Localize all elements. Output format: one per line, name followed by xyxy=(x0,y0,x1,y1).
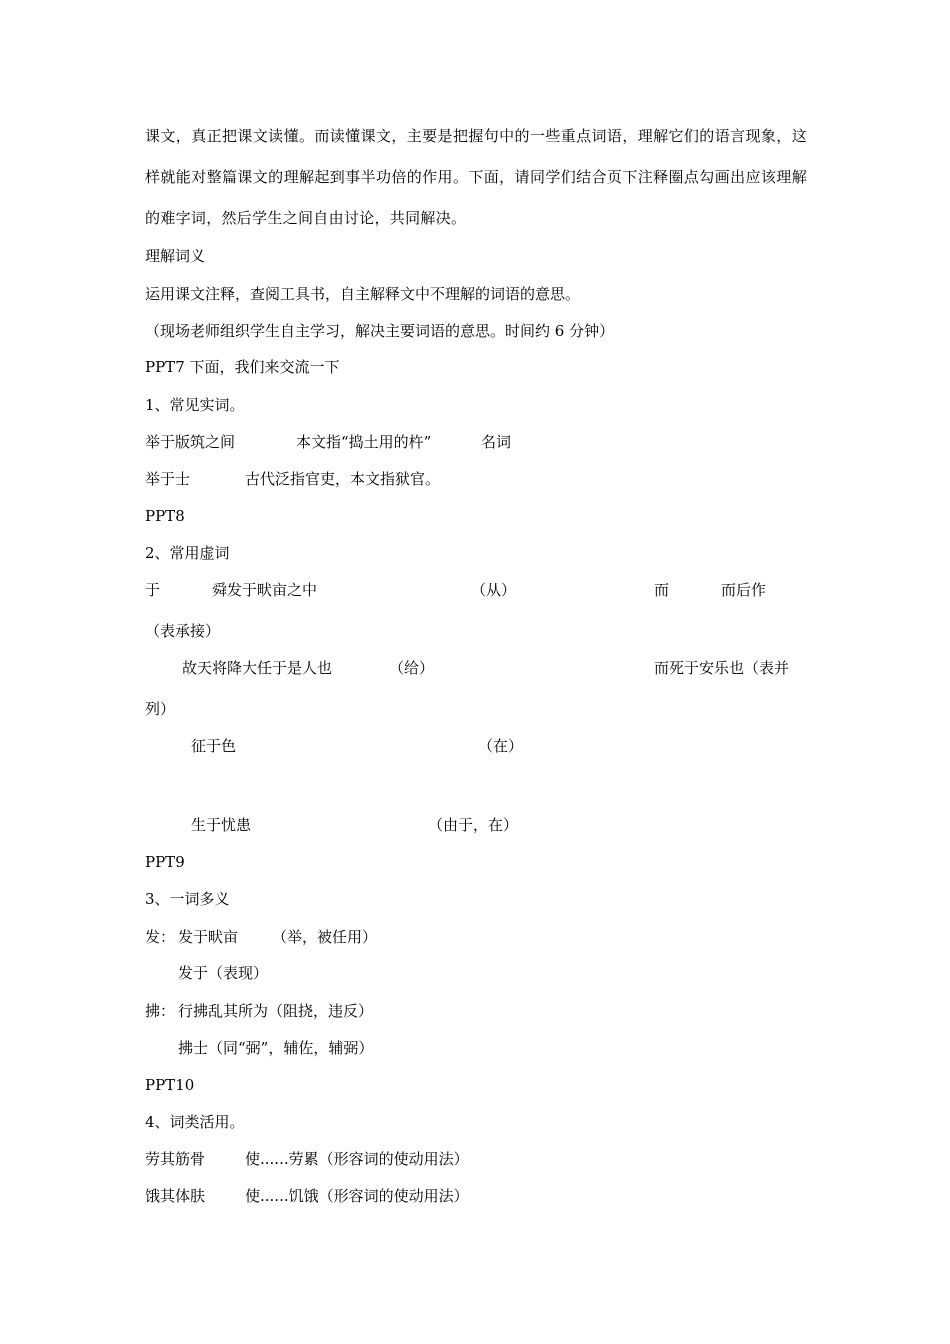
section3-fa2: 发于（表现） xyxy=(178,964,269,982)
teacher-note: （现场老师组织学生自主学习，解决主要词语的意思。时间约 6 分钟） xyxy=(145,322,615,340)
section3-fu2: 拂士（同“弼”，辅佐，辅弼） xyxy=(178,1039,374,1057)
section2-yu2-example: 故天将降大任于是人也 xyxy=(182,659,333,677)
ppt9-line: PPT9 xyxy=(145,853,185,871)
section1-row1-pos: 名词 xyxy=(481,433,512,451)
section2-er1: 而后作 xyxy=(721,581,767,599)
section2-yu4-meaning: （由于，在） xyxy=(428,816,519,834)
section1-title: 1、常见实词。 xyxy=(145,396,245,414)
section4-row1-meaning: 使......劳累（形容词的使动用法） xyxy=(245,1150,469,1168)
section2-yu-label: 于 xyxy=(145,581,161,599)
section2-yu4-example: 生于忧患 xyxy=(191,816,252,834)
section4-title: 4、词类活用。 xyxy=(145,1113,245,1131)
ppt8-line: PPT8 xyxy=(145,507,185,525)
section2-er2: 而死于安乐也（表并 xyxy=(654,659,790,677)
section2-yu2-meaning: （给） xyxy=(389,659,435,677)
section1-row2-term: 举于士 xyxy=(145,470,191,488)
section4-row2-meaning: 使......饥饿（形容词的使动用法） xyxy=(245,1187,469,1205)
section3-fa-label: 发： xyxy=(145,928,176,946)
section2-er-label: 而 xyxy=(654,581,670,599)
section1-row1-term: 举于版筑之间 xyxy=(145,433,236,451)
section1-row1-meaning: 本文指“捣土用的杵” xyxy=(296,433,432,451)
section3-fu-label: 拂： xyxy=(145,1002,176,1020)
ppt10-line: PPT10 xyxy=(145,1076,195,1094)
intro-paragraph: 课文，真正把课文读懂。而读懂课文，主要是把握句中的一些重点词语，理解它们的语言现象，这样就能对整篇课文的理解起到事半功倍的作用。下面，请同学们结合页下注释圈点勾画出应该理解的难字词，然后学生之间自由讨论，共同解决。 xyxy=(145,127,807,227)
section2-er2-cont: 列） xyxy=(145,700,176,718)
section3-fu1: 行拂乱其所为（阻挠，违反） xyxy=(178,1002,374,1020)
ppt7-line: PPT7 下面，我们来交流一下 xyxy=(145,358,340,376)
section1-row2-meaning: 古代泛指官吏，本文指狱官。 xyxy=(245,470,441,488)
section2-yu3-meaning: （在） xyxy=(478,737,524,755)
instruction-text: 运用课文注释，查阅工具书，自主解释文中不理解的词语的意思。 xyxy=(145,285,581,303)
heading-word-meaning: 理解词义 xyxy=(145,247,206,265)
section3-fa1-example: 发于畎亩 xyxy=(178,928,239,946)
section2-title: 2、常用虚词 xyxy=(145,544,230,562)
section3-title: 3、一词多义 xyxy=(145,890,230,908)
section2-yu1-example: 舜发于畎亩之中 xyxy=(212,581,318,599)
section2-yu3-example: 征于色 xyxy=(191,737,237,755)
section4-row1-term: 劳其筋骨 xyxy=(145,1150,206,1168)
section4-row2-term: 饿其体肤 xyxy=(145,1187,206,1205)
section2-er1-meaning: （表承接） xyxy=(145,622,221,640)
section3-fa1-meaning: （举，被任用） xyxy=(272,928,378,946)
section2-yu1-meaning: （从） xyxy=(471,581,517,599)
